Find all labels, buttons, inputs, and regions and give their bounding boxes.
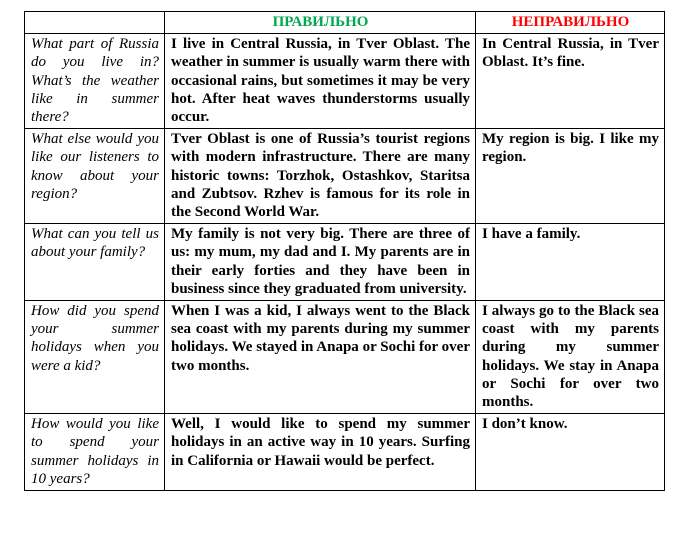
question-cell: What else would you like our listeners to know about your region?: [25, 129, 165, 224]
wrong-answer-cell: I always go to the Black sea coast with my parents during my summer holidays. We stay in Anapa or Sochi for over two months.: [476, 301, 665, 414]
wrong-answer-cell: My region is big. I like my region.: [476, 129, 665, 224]
header-wrong: НЕПРАВИЛЬНО: [476, 12, 665, 34]
question-cell: What can you tell us about your family?: [25, 224, 165, 301]
comparison-table: [24, 11, 665, 491]
question-cell: How did you spend your summer holidays when you were a kid?: [25, 301, 165, 414]
wrong-answer-cell: In Central Russia, in Tver Oblast. It’s fine.: [476, 34, 665, 129]
correct-answer-cell: My family is not very big. There are three of us: my mum, my dad and I. My parents are in their early forties and they have been in business since they graduated from university.: [165, 224, 476, 301]
table-row: [25, 414, 665, 491]
table-row: [25, 34, 665, 129]
table-row: [25, 301, 665, 414]
question-cell: What part of Russia do you live in? What’s the weather like in summer there?: [25, 34, 165, 129]
table-row: [25, 129, 665, 224]
correct-answer-cell: Well, I would like to spend my summer holidays in an active way in 10 years. Surfing in California or Hawaii would be perfect.: [165, 414, 476, 491]
wrong-answer-cell: I don’t know.: [476, 414, 665, 491]
header-question-cell: [25, 12, 165, 34]
correct-answer-cell: I live in Central Russia, in Tver Oblast. The weather in summer is usually warm there with occasional rains, but sometimes it may be very hot. After heat waves thunderstorms usually occur.: [165, 34, 476, 129]
header-correct: ПРАВИЛЬНО: [165, 12, 476, 34]
header-row: [25, 12, 665, 34]
wrong-answer-cell: I have a family.: [476, 224, 665, 301]
correct-answer-cell: Tver Oblast is one of Russia’s tourist regions with modern infrastructure. There are many historic towns: Torzhok, Ostashkov, Staritsa and Zubtsov. Rzhev is famous for its role in the Second World War.: [165, 129, 476, 224]
question-cell: How would you like to spend your summer holidays in 10 years?: [25, 414, 165, 491]
correct-answer-cell: When I was a kid, I always went to the Black sea coast with my parents during my summer holidays. We stayed in Anapa or Sochi for over two months.: [165, 301, 476, 414]
table-row: [25, 224, 665, 301]
